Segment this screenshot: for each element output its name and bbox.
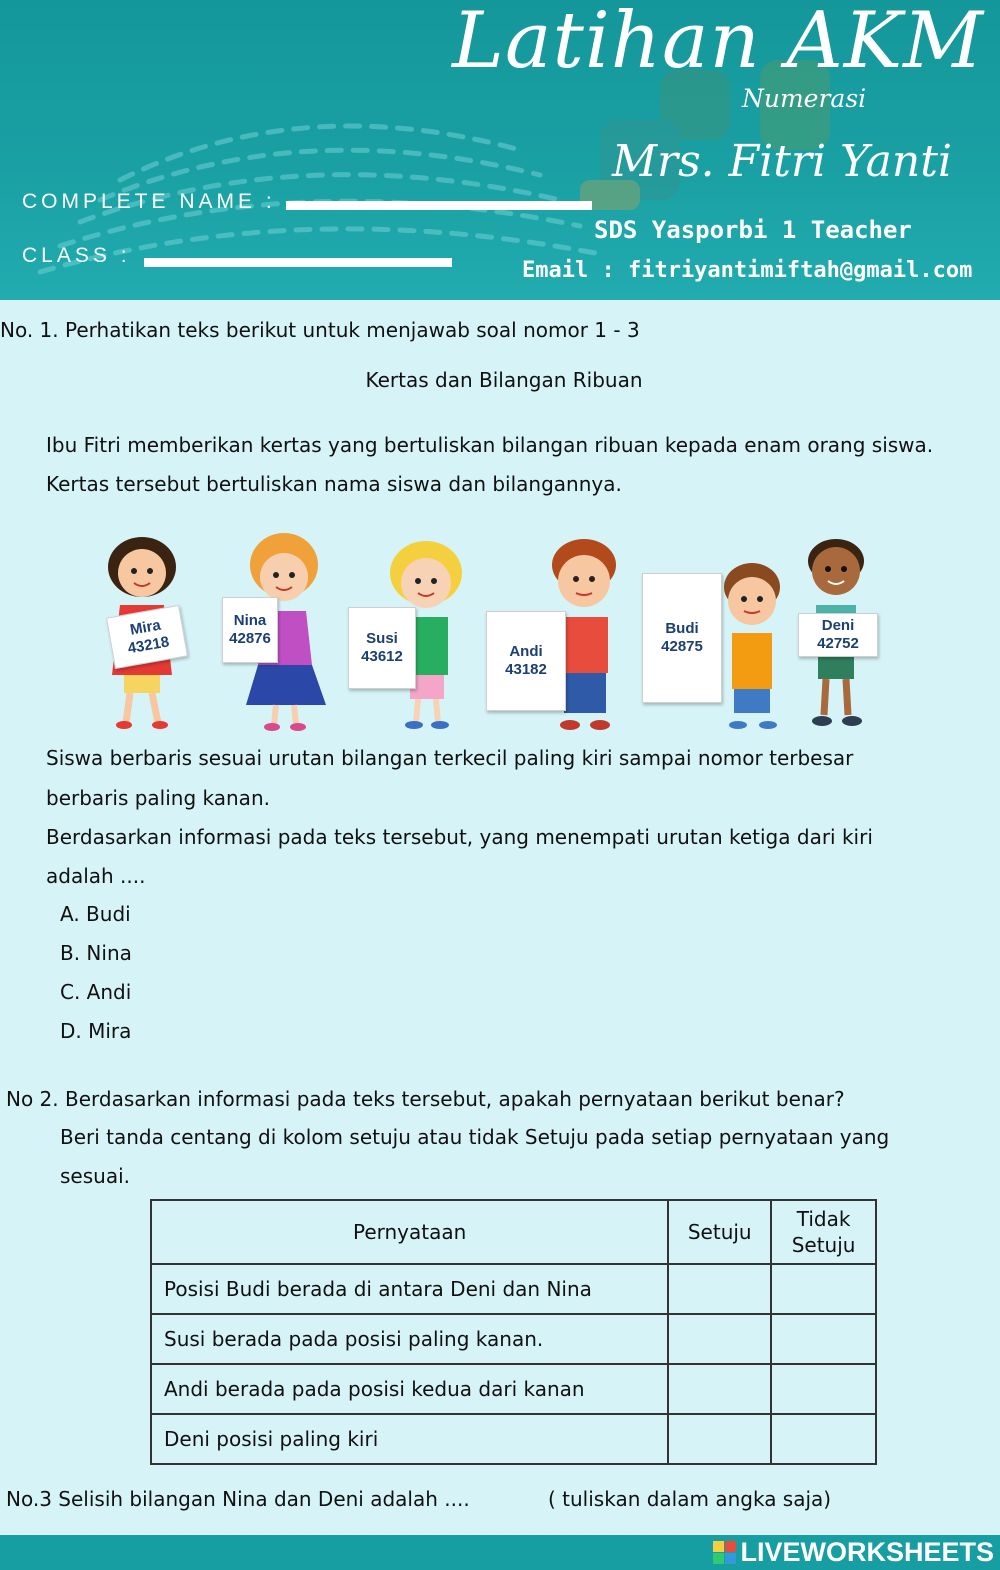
header-disagree — [771, 1200, 876, 1264]
q2-question-line: Beri tanda centang di kolom setuju atau tidak Setuju pada setiap pernyataan yang — [60, 1125, 890, 1149]
q2-question-line: No 2. Berdasarkan informasi pada teks tersebut, apakah pernyataan berikut benar? — [6, 1087, 845, 1111]
statement-text: Susi berada pada posisi paling kanan. — [151, 1314, 668, 1364]
q3-hint: ( tuliskan dalam angka saja) — [548, 1487, 832, 1511]
table-header-row — [151, 1200, 876, 1264]
student-number: 43612 — [361, 648, 403, 665]
statement-text: Andi berada pada posisi kedua dari kanan — [151, 1364, 668, 1414]
student-card-andi — [486, 611, 566, 711]
teacher-name: Mrs. Fitri Yanti — [612, 136, 952, 187]
student-name: Andi — [509, 643, 543, 660]
agree-checkbox[interactable] — [668, 1314, 771, 1364]
answer-option-a[interactable]: A. Budi — [60, 902, 131, 926]
instruction-line: Siswa berbaris sesuai urutan bilangan terkecil paling kiri sampai nomor terbesar — [46, 746, 854, 770]
class-label: CLASS : — [22, 244, 131, 267]
answer-option-d[interactable]: D. Mira — [60, 1019, 132, 1043]
q3-question: No.3 Selisih bilangan Nina dan Deni adalah .... — [6, 1487, 470, 1511]
worksheet-title: Latihan AKM — [452, 0, 984, 86]
header-disagree-line: Setuju — [791, 1233, 856, 1257]
statement-text: Deni posisi paling kiri — [151, 1414, 668, 1464]
student-number: 43218 — [126, 633, 171, 658]
reading-paragraph-line: Ibu Fitri memberikan kertas yang bertuliskan bilangan ribuan kepada enam orang siswa. — [46, 433, 934, 457]
liveworksheets-brand: LIVEWORKSHEETS — [740, 1537, 994, 1567]
student-name: Mira — [128, 616, 163, 639]
table-row — [151, 1414, 876, 1464]
student-number: 42875 — [661, 638, 703, 655]
instruction-line: berbaris paling kanan. — [46, 786, 270, 810]
reading-paragraph-line: Kertas tersebut bertuliskan nama siswa dan bilangannya. — [46, 472, 622, 496]
question-line: Berdasarkan informasi pada teks tersebut, yang menempati urutan ketiga dari kiri — [46, 825, 873, 849]
statement-table — [150, 1199, 877, 1465]
complete-name-input[interactable] — [286, 201, 592, 210]
q2-question-line: sesuai. — [60, 1164, 130, 1188]
header-agree: Setuju — [668, 1200, 771, 1264]
student-card-nina — [222, 597, 278, 663]
table-row — [151, 1264, 876, 1314]
header-disagree-line: Tidak — [796, 1207, 851, 1231]
class-input[interactable] — [144, 258, 452, 267]
agree-checkbox[interactable] — [668, 1264, 771, 1314]
student-name: Budi — [665, 620, 699, 637]
agree-checkbox[interactable] — [668, 1364, 771, 1414]
table-row — [151, 1314, 876, 1364]
student-number: 42876 — [229, 630, 271, 647]
student-card-susi — [348, 607, 416, 689]
table-row — [151, 1364, 876, 1414]
teacher-email: Email : fitriyantimiftah@gmail.com — [522, 258, 973, 283]
disagree-checkbox[interactable] — [771, 1364, 876, 1414]
q1-intro: No. 1. Perhatikan teks berikut untuk menjawab soal nomor 1 - 3 — [0, 318, 640, 342]
school-name: SDS Yasporbi 1 Teacher — [594, 216, 912, 244]
liveworksheets-logo-icon — [713, 1541, 736, 1564]
reading-title: Kertas dan Bilangan Ribuan — [365, 368, 643, 392]
student-card-deni — [798, 613, 878, 657]
student-name: Susi — [366, 630, 398, 647]
student-number: 43182 — [505, 661, 547, 678]
student-name: Deni — [821, 617, 855, 634]
statement-text: Posisi Budi berada di antara Deni dan Nina — [151, 1264, 668, 1314]
student-number: 42752 — [817, 635, 859, 652]
worksheet-header — [0, 0, 1000, 300]
liveworksheets-logo — [713, 1537, 994, 1568]
disagree-checkbox[interactable] — [771, 1314, 876, 1364]
header-statement: Pernyataan — [151, 1200, 668, 1264]
page-footer — [0, 1535, 1000, 1570]
students-illustration — [80, 525, 900, 735]
complete-name-label: COMPLETE NAME : — [22, 190, 276, 213]
answer-option-b[interactable]: B. Nina — [60, 941, 132, 965]
question-line: adalah .... — [46, 864, 146, 888]
agree-checkbox[interactable] — [668, 1414, 771, 1464]
disagree-checkbox[interactable] — [771, 1414, 876, 1464]
disagree-checkbox[interactable] — [771, 1264, 876, 1314]
worksheet-subtitle: Numerasi — [742, 84, 867, 113]
answer-option-c[interactable]: C. Andi — [60, 980, 132, 1004]
student-card-budi — [642, 573, 722, 703]
student-name: Nina — [233, 612, 267, 629]
